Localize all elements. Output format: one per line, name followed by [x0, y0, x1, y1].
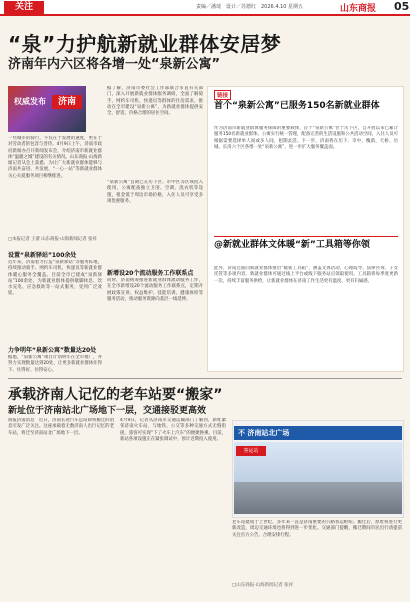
page-number: 05 [394, 0, 410, 13]
bottom-subheadline: 新址位于济南站北广场地下一层，交通接驳更高效 [8, 406, 207, 416]
photo-stamp-red: 济南 [52, 95, 82, 109]
bottom-lede: 商报济南消息 近日，济南长途汽车总站即将搬迁的消息引发广泛关注。这座承载着无数济南人出行记忆的老车站，将迁至济南站北广场地下一层。 [8, 418, 114, 436]
bottom-text-1: 4月9日，记者从济南市交通运输部门了解到，新址紧邻济南火车站，与地铁、公交等多种交通方式无缝衔接，旅客可实现“下了火车上汽车”的便捷换乘。目前，新站各项设施正在紧张调试中，预计近期投入使用。 [120, 418, 226, 442]
subhead-stations: 设置“泉新驿站”100余处 [8, 252, 77, 259]
main-subheadline: 济南年内六区将各增一处“泉新公寓” [8, 57, 221, 72]
byline: □本报记者 王蕾 山东商报·山海新闻记者 张祥 [8, 237, 97, 242]
box-kicker: 链接 [214, 90, 231, 100]
mid-paragraph-1: 据了解，济南市委社会工作部联合市直有关部门，深入开展新就业群体服务调研，全面了解骑手、网约车司机、快递员等群体的住房需求，推动在全市建设“泉新公寓”，为新就业群体提供安全、舒适、价格合理的居住空间。 [107, 86, 203, 117]
section-divider [8, 378, 402, 379]
bottom-headline: 承载济南人记忆的老车站要“搬家” [8, 387, 223, 403]
section-tag: 关注 [4, 1, 44, 14]
box-divider [214, 236, 398, 237]
bottom-credit: □山东商报·山海新闻记者 张祥 [232, 583, 294, 588]
box2-text: 此外，济南还面向新就业群体推出“暖新工具箱”，涵盖文体活动、心理疏导、法律咨询、子女托管等多项内容，新就业群体可通过线上平台或线下服务站点领取使用。工具箱将每季度更新一次，持续丰富服务供给，让新就业群体在济南工作生活更有温度、更有归属感。 [214, 266, 398, 284]
box2-title: @新就业群体文体暖“新”工具箱等你领 [214, 240, 370, 250]
box1-text: 作为济南市新就业群体服务保障的重要载体，首个“泉新公寓”位于历下区，自开放以来已累计服务150名新就业群体。公寓实行统一管理，配备完善的生活设施和公共活动空间，入住人员可根据需要选择单人间或多人间，租期灵活。下一步，济南将在历下、市中、槐荫、天桥、历城、长清六个区各增一处“泉新公寓”，进一步扩大服务覆盖面。 [214, 126, 398, 150]
photo-stamp: 权威发布 [14, 97, 46, 106]
bottom-text-2: 老车站建成于上世纪，多年来一直是济南重要的公路客运枢纽。搬迁后，原址将进行更新改造，周边交通环境也将得到进一步优化。交通部门提醒，搬迁期间市民出行请提前关注官方公告，合理安排行程。 [232, 520, 402, 538]
apartments-text: 据悉，“泉新公寓”项目计划明年在全市推广，并努力实现数量达到20处，让更多新就业群体住得下、住得好、住得安心。 [8, 355, 102, 373]
mid-paragraph-2: “泉新公寓”首期已在历下区、市中区等区域投入使用，公寓配备独立卫浴、空调、洗衣机等设施，租金低于周边市场价格，入住人员可享受多项优惠服务。 [107, 180, 203, 204]
subhead-mobile-points: 新增设20个流动服务工作联系点 [107, 270, 194, 277]
stations-text: 近年来，济南着力打造“泉新驿站”等服务阵地，持续推动骑手、网约车司机、快递员等新就业群体暖心服务全覆盖。目前全市已建成“泉新驿站”100余处，为新就业群体提供歇脚休息、饮水充电、应急救助等一站式服务，受到广泛欢迎。 [8, 260, 102, 297]
newspaper-brand: 山东商报 [340, 4, 377, 14]
station-red-label: 客运站 [236, 446, 266, 456]
station-floor [234, 482, 402, 514]
page-meta: 责编／潘琦 设计／苏德红 2026.4.10 星期五 [196, 4, 304, 10]
main-headline: “泉”力护航新就业群体安居梦 [8, 32, 282, 56]
press-conference-photo [8, 86, 86, 132]
subhead-apartments: 力争明年“泉新公寓”数量达20处 [8, 347, 97, 354]
left-lede: 一些城市的骑行，不仅在于发展的速度，更在于对劳动者的包容与善待。4月9日上午，济南市政府新闻办召开新闻发布会，介绍济南市新就业群体“温暖之城”建设的有关情况。山东商报·山海新闻记者从会上获悉，为让广大新就业群体能够与济南共奋进、共发展，“一心一站”等新就业群体关心关爱服务项目相继推进。 [8, 136, 102, 179]
station-sign: 不 济南站北广场 [234, 426, 402, 440]
box1-title: 首个“泉新公寓”已服务150名新就业群体 [214, 101, 380, 111]
mid-paragraph-3: 同时，济南统筹推进新就业群体流动服务工作，在全市新增设20个流动服务工作联系点，定期开展政策宣讲、权益维护、技能培训、健康体检等服务活动，推动服务资源向基层一线延伸。 [107, 278, 203, 302]
